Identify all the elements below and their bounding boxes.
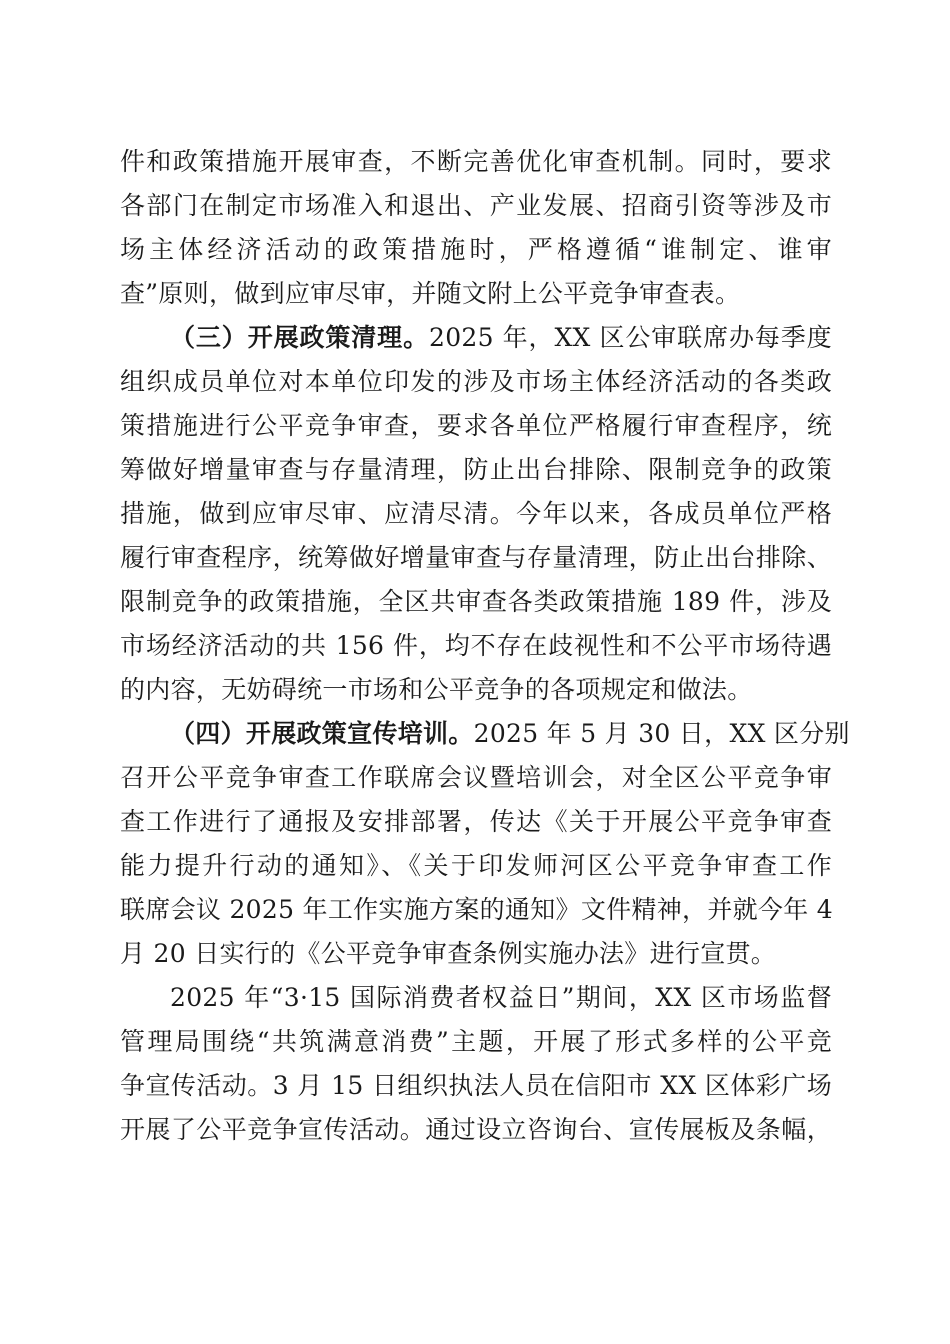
text-line: 管理局围绕“共筑满意消费”主题，开展了形式多样的公平竞 (120, 1027, 832, 1056)
text-line: 组织成员单位对本单位印发的涉及市场主体经济活动的各类政 (120, 367, 832, 396)
paragraph (120, 712, 850, 976)
text-line (120, 712, 850, 756)
paragraph (120, 140, 832, 316)
text-line: 2025 年“3·15 国际消费者权益日”期间，XX 区市场监督 (170, 983, 832, 1012)
text-line: 能力提升行动的通知》、《关于印发师河区公平竞争审查工作 (120, 851, 832, 880)
text-line: 开展了公平竞争宣传活动。通过设立咨询台、宣传展板及条幅， (120, 1115, 832, 1144)
text-line: 联席会议 2025 年工作实施方案的通知》文件精神，并就今年 4 (120, 895, 833, 924)
document-body (120, 140, 850, 1152)
text-line: 件和政策措施开展审查，不断完善优化审查机制。同时，要求 (120, 147, 832, 176)
paragraph (120, 976, 832, 1152)
text-line: 的内容，无妨碍统一市场和公平竞争的各项规定和做法。 (120, 675, 753, 704)
text-line: 策措施进行公平竞争审查，要求各单位严格履行审查程序，统 (120, 411, 832, 440)
text-line: 查工作进行了通报及安排部署，传达《关于开展公平竞争审查 (120, 807, 832, 836)
text-line: 履行审查程序，统筹做好增量审查与存量清理，防止出台排除、 (120, 543, 832, 572)
text-line: 场主体经济活动的政策措施时，严格遵循“谁制定、谁审 (120, 235, 832, 264)
section-heading: （三）开展政策清理。 (170, 323, 429, 352)
text-line: 月 20 日实行的《公平竞争审查条例实施办法》进行宣贯。 (120, 939, 777, 968)
text-line (120, 316, 832, 360)
text-line: 争宣传活动。3 月 15 日组织执法人员在信阳市 XX 区体彩广场 (120, 1071, 832, 1100)
text-line: 限制竞争的政策措施，全区共审查各类政策措施 189 件，涉及 (120, 587, 832, 616)
text-line: 措施，做到应审尽审、应清尽清。今年以来，各成员单位严格 (120, 499, 832, 528)
text-line: 市场经济活动的共 156 件，均不存在歧视性和不公平市场待遇 (120, 631, 832, 660)
text-line: 查”原则，做到应审尽审，并随文附上公平竞争审查表。 (120, 279, 741, 308)
text-line: 各部门在制定市场准入和退出、产业发展、招商引资等涉及市 (120, 191, 832, 220)
text-line: 筹做好增量审查与存量清理，防止出台排除、限制竞争的政策 (120, 455, 832, 484)
section-heading: （四）开展政策宣传培训。 (170, 719, 474, 748)
paragraph (120, 316, 832, 712)
text-span: 2025 年 5 月 30 日，XX 区分别 (473, 719, 850, 748)
text-span: 2025 年，XX 区公审联席办每季度 (428, 323, 832, 352)
text-line: 召开公平竞争审查工作联席会议暨培训会，对全区公平竞争审 (120, 763, 832, 792)
